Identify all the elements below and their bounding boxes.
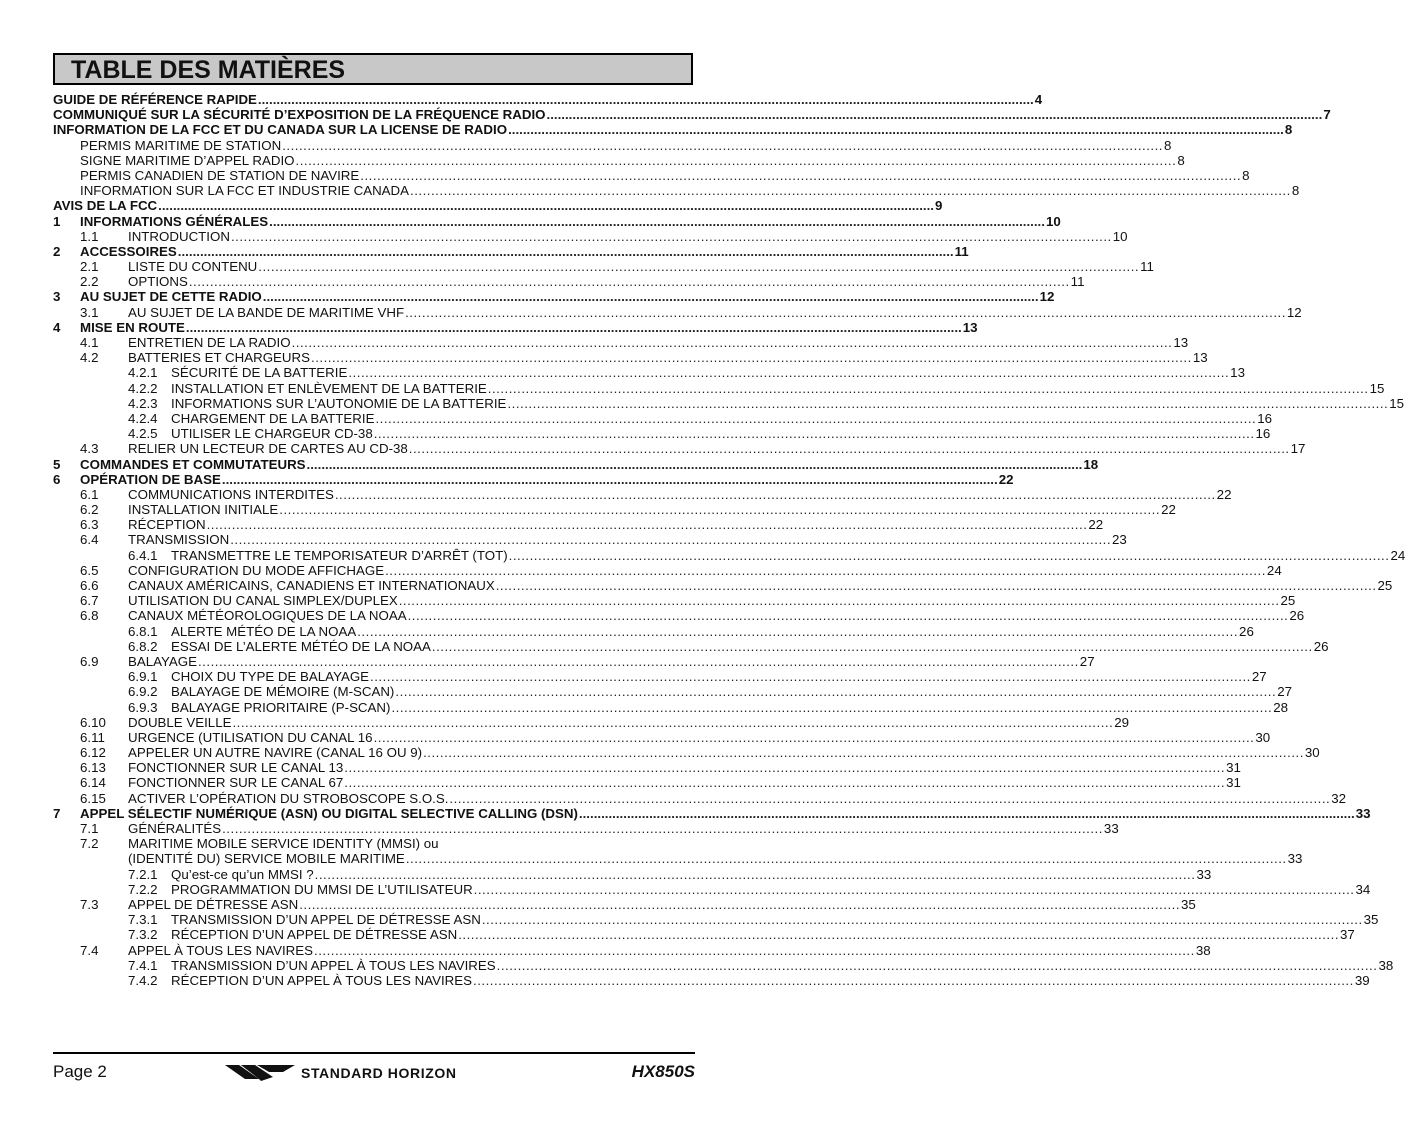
toc-dot-leader: .................................................................................................................................................................................................................. <box>373 729 1255 745</box>
toc-dot-leader: .................................................................................................................................................................................................................. <box>314 866 1196 882</box>
toc-entry[interactable] <box>53 137 1172 153</box>
toc-entry-page: 38 <box>1378 957 1394 973</box>
toc-entry-page: 10 <box>1045 213 1061 229</box>
toc-dot-leader: .................................................................................................................................................................................................................. <box>373 426 1255 442</box>
toc-entry-label: AU SUJET DE CETTE RADIO <box>80 289 262 305</box>
toc-entry[interactable] <box>53 547 1405 563</box>
toc-entry-page: 4 <box>1034 92 1043 107</box>
toc-entry-page: 31 <box>1226 760 1241 776</box>
toc-entry-label: BATTERIES ET CHARGEURS <box>128 350 311 366</box>
brand-logo <box>225 1063 457 1083</box>
toc-entry-number: 6.13 <box>80 760 106 776</box>
toc-entry-label: APPELER UN AUTRE NAVIRE (CANAL 16 OU 9) <box>128 745 423 761</box>
toc-entry-label: UTILISER LE CHARGEUR CD-38 <box>171 426 373 442</box>
toc-entry-number: 6.7 <box>80 593 99 609</box>
toc-dot-leader: .................................................................................................................................................................................................................. <box>578 805 1355 821</box>
toc-dot-leader: .................................................................................................................................................................................................................. <box>507 395 1389 411</box>
toc-entry[interactable] <box>53 152 1185 168</box>
toc-entry-page: 27 <box>1277 684 1292 700</box>
toc-entry-page: 30 <box>1255 729 1271 745</box>
toc-entry-number: 7.4.2 <box>128 972 158 988</box>
toc-entry-label: COMMUNICATIONS INTERDITES <box>128 486 334 502</box>
toc-entry-number: 4.2.4 <box>128 410 158 426</box>
toc-entry[interactable] <box>53 881 1371 897</box>
toc-entry-page: 15 <box>1389 395 1405 411</box>
toc-entry-label: ENTRETIEN DE LA RADIO <box>128 335 291 350</box>
toc-entry-label: COMMANDES ET COMMUTATEURS <box>80 456 306 472</box>
toc-entry[interactable] <box>53 957 1394 973</box>
toc-entry[interactable] <box>53 866 1212 882</box>
toc-dot-leader: .................................................................................................................................................................................................................. <box>230 228 1112 244</box>
toc-entry-page: 29 <box>1114 714 1130 730</box>
toc-entry[interactable] <box>53 805 1371 821</box>
toc-entry[interactable] <box>53 471 1014 487</box>
footer-divider <box>53 1052 695 1054</box>
toc-entry[interactable] <box>53 532 1127 548</box>
toc-entry-label: AU SUJET DE LA BANDE DE MARITIME VHF <box>128 304 405 320</box>
toc-entry[interactable] <box>53 760 1241 776</box>
toc-entry[interactable] <box>53 623 1254 639</box>
toc-entry-number: 6.1 <box>80 486 99 502</box>
toc-entry[interactable] <box>53 107 1331 123</box>
toc-entry-label: RÉCEPTION <box>128 517 206 533</box>
toc-entry-label: INFORMATION DE LA FCC ET DU CANADA SUR LA LICENSE DE RADIO <box>53 122 508 138</box>
toc-entry-label: CHARGEMENT DE LA BATTERIE <box>171 410 375 426</box>
toc-entry-number: 7.4 <box>80 942 99 958</box>
brand-wing-icon <box>225 1063 295 1083</box>
toc-entry-label: PERMIS MARITIME DE STATION <box>80 137 282 153</box>
toc-entry-label: SÉCURITÉ DE LA BATTERIE <box>171 365 348 381</box>
toc-entry-page: 27 <box>1079 653 1095 669</box>
toc-entry-number: 7.3 <box>80 896 99 912</box>
toc-entry-label: INFORMATION SUR LA FCC ET INDUSTRIE CANADA <box>80 183 410 199</box>
toc-entry-label: BALAYAGE PRIORITAIRE (P-SCAN) <box>171 699 391 715</box>
toc-entry-page: 12 <box>1286 304 1302 320</box>
toc-entry-page: 16 <box>1255 426 1271 442</box>
toc-entry[interactable] <box>53 912 1379 928</box>
toc-entry[interactable] <box>53 896 1196 912</box>
toc-entry-number: 6 <box>53 471 61 487</box>
toc-entry-number: 4.2.3 <box>128 395 158 411</box>
toc-entry[interactable] <box>53 927 1355 943</box>
toc-entry-page: 22 <box>998 471 1014 487</box>
toc-entry-number: 6.8.1 <box>128 623 158 639</box>
toc-dot-leader: .................................................................................................................................................................................................................. <box>407 608 1289 624</box>
toc-entry-label: FONCTIONNER SUR LE CANAL 13 <box>128 760 344 776</box>
toc-entry[interactable] <box>53 304 1302 320</box>
toc-entry[interactable] <box>53 319 978 335</box>
toc-entry-label: TRANSMISSION D’UN APPEL DE DÉTRESSE ASN <box>171 912 481 928</box>
toc-dot-leader: .................................................................................................................................................................................................................. <box>385 562 1266 578</box>
toc-entry-page: 10 <box>1112 228 1128 244</box>
toc-entry-page: 33 <box>1355 805 1371 821</box>
toc-entry-number: 6.9.3 <box>128 699 158 715</box>
toc-entry[interactable] <box>53 729 1271 745</box>
toc-entry-label: CONFIGURATION DU MODE AFFICHAGE <box>128 562 385 578</box>
toc-entry[interactable] <box>53 699 1289 715</box>
toc-dot-leader: .................................................................................................................................................................................................................. <box>295 152 1177 168</box>
toc-entry-number: 6.3 <box>80 517 99 533</box>
toc-entry-label: URGENCE (UTILISATION DU CANAL 16 <box>128 729 373 745</box>
toc-entry-label: MISE EN ROUTE <box>80 319 185 335</box>
toc-entry-page: 13 <box>1230 365 1245 381</box>
toc-entry-page: 17 <box>1290 441 1306 457</box>
toc-entry[interactable] <box>53 684 1292 700</box>
toc-entry-number: 1.1 <box>80 228 99 244</box>
toc-dot-leader: .................................................................................................................................................................................................................. <box>360 167 1242 183</box>
toc-entry-page: 33 <box>1196 866 1212 882</box>
toc-entry-page: 9 <box>934 198 943 214</box>
toc-entry-page: 38 <box>1195 942 1211 958</box>
toc-entry-number: 4.3 <box>80 441 99 457</box>
toc-entry[interactable] <box>53 395 1405 411</box>
toc-entry-label: PROGRAMMATION DU MMSI DE L’UTILISATEUR <box>171 881 473 897</box>
toc-dot-leader: .................................................................................................................................................................................................................. <box>405 851 1287 867</box>
toc-entry[interactable] <box>53 228 1128 244</box>
toc-entry[interactable] <box>53 274 1085 290</box>
toc-entry-number: 6.9.2 <box>128 684 158 700</box>
toc-entry-page: 28 <box>1273 699 1289 715</box>
toc-entry-page: 13 <box>1192 350 1208 366</box>
toc-entry-number: 6.5 <box>80 562 99 578</box>
toc-entry-label: OPTIONS <box>128 274 188 290</box>
toc-entry[interactable] <box>53 122 1293 138</box>
toc-entry-label: Qu’est-ce qu’un MMSI ? <box>171 866 314 882</box>
toc-entry-page: 33 <box>1287 851 1303 867</box>
toc-dot-leader: .................................................................................................................................................................................................................. <box>391 699 1273 715</box>
toc-entry-page: 22 <box>1161 502 1176 518</box>
toc-entry[interactable] <box>53 745 1320 761</box>
table-of-contents <box>53 92 1405 988</box>
toc-entry-label: DOUBLE VEILLE <box>128 714 232 730</box>
toc-entry-number: 6.4.1 <box>128 547 158 563</box>
toc-entry-page: 11 <box>954 243 969 259</box>
toc-entry[interactable] <box>53 335 1189 350</box>
toc-entry[interactable] <box>53 426 1271 442</box>
toc-entry-number: 6.8 <box>80 608 99 624</box>
toc-entry-label: TRANSMETTRE LE TEMPORISATEUR D’ARRÊT (TOT) <box>171 547 508 563</box>
toc-entry[interactable] <box>53 410 1273 426</box>
page-title: TABLE DES MATIÈRES <box>71 56 346 84</box>
toc-entry[interactable] <box>53 289 1055 305</box>
toc-entry-number: 4.2.1 <box>128 365 158 381</box>
toc-entry-number: 7 <box>53 805 61 821</box>
toc-entry-number: 1 <box>53 213 61 229</box>
toc-entry-page: 8 <box>1291 183 1300 199</box>
toc-title-box <box>53 53 693 85</box>
toc-entry-number: 6.8.2 <box>128 638 158 654</box>
toc-entry-page: 8 <box>1164 137 1172 153</box>
toc-entry[interactable] <box>53 714 1130 730</box>
toc-entry-label: (IDENTITÉ DU) SERVICE MOBILE MARITIME <box>128 851 405 867</box>
toc-entry-page: 23 <box>1112 532 1127 548</box>
toc-entry-label: INFORMATIONS GÉNÉRALES <box>80 213 269 229</box>
toc-entry[interactable] <box>53 92 1043 107</box>
toc-entry-label: BALAYAGE <box>128 653 197 669</box>
toc-entry-number: 6.2 <box>80 502 99 518</box>
toc-entry-label: INSTALLATION INITIALE <box>128 502 279 518</box>
toc-entry-page: 33 <box>1103 821 1119 836</box>
toc-entry-number: 6.4 <box>80 532 99 548</box>
toc-entry-page: 16 <box>1257 410 1273 426</box>
toc-entry-page: 25 <box>1280 593 1296 609</box>
toc-entry[interactable] <box>53 456 1099 472</box>
toc-dot-leader: .................................................................................................................................................................................................................. <box>262 289 1039 305</box>
toc-entry-number: 6.6 <box>80 578 99 593</box>
toc-dot-leader: .................................................................................................................................................................................................................. <box>375 410 1257 426</box>
toc-entry-number: 2 <box>53 243 61 259</box>
toc-entry[interactable] <box>53 562 1282 578</box>
toc-entry-label: TRANSMISSION <box>128 532 230 548</box>
toc-entry-number: 7.3.2 <box>128 927 158 943</box>
toc-entry-number: 6.12 <box>80 745 106 761</box>
toc-dot-leader: .................................................................................................................................................................................................................. <box>197 653 1079 669</box>
toc-entry[interactable] <box>53 259 1154 275</box>
toc-entry-number: 7.1 <box>80 821 99 836</box>
toc-entry[interactable] <box>53 243 969 259</box>
toc-dot-leader: .................................................................................................................................................................................................................. <box>311 350 1192 366</box>
toc-dot-leader: .................................................................................................................................................................................................................. <box>408 441 1290 457</box>
toc-entry-number: 5 <box>53 456 61 472</box>
toc-entry[interactable] <box>53 790 1347 806</box>
toc-entry[interactable] <box>53 486 1232 502</box>
toc-dot-leader: .................................................................................................................................................................................................................. <box>269 213 1045 229</box>
toc-entry-page: 35 <box>1181 896 1196 912</box>
toc-entry[interactable] <box>53 851 1303 867</box>
toc-entry-number: 4.2.2 <box>128 380 158 396</box>
toc-entry-number: 6.9 <box>80 653 99 669</box>
toc-dot-leader: .................................................................................................................................................................................................................. <box>410 183 1291 199</box>
toc-entry[interactable] <box>53 183 1300 199</box>
toc-dot-leader: .................................................................................................................................................................................................................. <box>423 745 1304 761</box>
toc-entry[interactable] <box>53 517 1104 533</box>
toc-dot-leader: .................................................................................................................................................................................................................. <box>232 714 1114 730</box>
toc-entry-page: 11 <box>1070 274 1085 290</box>
toc-entry-page: 37 <box>1340 927 1355 943</box>
toc-entry-label: INTRODUCTION <box>128 228 230 244</box>
toc-entry-page: 15 <box>1369 380 1385 396</box>
toc-entry-number: 4.1 <box>80 335 99 350</box>
toc-entry[interactable] <box>53 167 1250 183</box>
toc-entry-number: 4.2.5 <box>128 426 158 442</box>
toc-dot-leader: .................................................................................................................................................................................................................. <box>449 790 1331 806</box>
toc-dot-leader: .................................................................................................................................................................................................................. <box>370 669 1251 685</box>
toc-entry-page: 24 <box>1390 547 1405 563</box>
toc-dot-leader: .................................................................................................................................................................................................................. <box>230 532 1112 548</box>
toc-entry[interactable] <box>53 653 1095 669</box>
toc-entry-label: MARITIME MOBILE SERVICE IDENTITY (MMSI) ou <box>128 836 439 852</box>
toc-entry-page: 13 <box>962 319 978 335</box>
toc-entry-page: 18 <box>1083 456 1099 472</box>
toc-entry-label: PERMIS CANADIEN DE STATION DE NAVIRE <box>80 167 360 183</box>
toc-entry[interactable] <box>53 821 1119 836</box>
toc-entry-number: 2.1 <box>80 259 99 275</box>
toc-entry-label: CANAUX MÉTÉOROLOGIQUES DE LA NOAA <box>128 608 407 624</box>
toc-entry-label: GÉNÉRALITÉS <box>128 821 222 836</box>
brand-name: STANDARD HORIZON <box>301 1065 457 1081</box>
toc-entry[interactable] <box>53 213 1061 229</box>
toc-entry-page: 22 <box>1088 517 1104 533</box>
toc-entry[interactable] <box>53 669 1267 685</box>
toc-dot-leader: .................................................................................................................................................................................................................. <box>314 942 1195 958</box>
toc-dot-leader: .................................................................................................................................................................................................................. <box>257 92 1034 107</box>
page-number: Page 2 <box>53 1062 107 1081</box>
toc-dot-leader: .................................................................................................................................................................................................................. <box>344 775 1226 791</box>
toc-entry-label: LISTE DU CONTENU <box>128 259 258 275</box>
toc-entry[interactable] <box>53 365 1245 381</box>
toc-entry-label: INSTALLATION ET ENLÈVEMENT DE LA BATTERIE <box>171 380 487 396</box>
toc-entry-page: 8 <box>1284 122 1293 138</box>
toc-entry-page: 25 <box>1377 578 1393 593</box>
toc-entry-page: 26 <box>1313 638 1329 654</box>
toc-entry-page: 22 <box>1216 486 1232 502</box>
toc-dot-leader: .................................................................................................................................................................................................................. <box>306 456 1083 472</box>
toc-entry-number: 4 <box>53 319 61 335</box>
toc-entry-page: 35 <box>1363 912 1379 928</box>
toc-entry-page: 27 <box>1251 669 1267 685</box>
toc-entry-page: 32 <box>1331 790 1347 806</box>
toc-dot-leader: .................................................................................................................................................................................................................. <box>206 517 1088 533</box>
toc-dot-leader: .................................................................................................................................................................................................................. <box>481 912 1363 928</box>
toc-dot-leader: .................................................................................................................................................................................................................. <box>334 486 1216 502</box>
toc-entry[interactable] <box>53 198 943 214</box>
toc-entry-label: RELIER UN LECTEUR DE CARTES AU CD-38 <box>128 441 408 457</box>
toc-dot-leader: .................................................................................................................................................................................................................. <box>405 304 1286 320</box>
toc-dot-leader: .................................................................................................................................................................................................................. <box>508 122 1284 138</box>
toc-dot-leader: .................................................................................................................................................................................................................. <box>458 927 1340 943</box>
toc-entry[interactable] <box>53 942 1211 958</box>
toc-entry-label: SIGNE MARITIME D’APPEL RADIO <box>80 152 295 168</box>
toc-entry-label: ACCESSOIRES <box>80 243 177 259</box>
toc-entry[interactable] <box>53 593 1296 609</box>
toc-entry-label: GUIDE DE RÉFÉRENCE RAPIDE <box>53 92 257 107</box>
toc-entry-page: 30 <box>1304 745 1320 761</box>
toc-entry-number: 3 <box>53 289 61 305</box>
toc-entry-label: INFORMATIONS SUR L’AUTONOMIE DE LA BATTERIE <box>171 395 507 411</box>
toc-entry[interactable] <box>53 638 1329 654</box>
toc-entry-page: 26 <box>1239 623 1254 639</box>
toc-entry-number: 2.2 <box>80 274 99 290</box>
toc-dot-leader: .................................................................................................................................................................................................................. <box>222 821 1103 836</box>
toc-dot-leader: .................................................................................................................................................................................................................. <box>177 243 954 259</box>
toc-entry-number: 7.2.1 <box>128 866 158 882</box>
toc-entry-number: 6.11 <box>80 729 105 745</box>
toc-dot-leader: .................................................................................................................................................................................................................. <box>185 319 962 335</box>
toc-entry[interactable] <box>53 441 1306 457</box>
toc-dot-leader: .................................................................................................................................................................................................................. <box>495 578 1377 593</box>
toc-dot-leader: .................................................................................................................................................................................................................. <box>508 547 1390 563</box>
toc-entry-label: AVIS DE LA FCC <box>53 198 158 214</box>
toc-dot-leader: .................................................................................................................................................................................................................. <box>279 502 1161 518</box>
toc-dot-leader: .................................................................................................................................................................................................................. <box>395 684 1277 700</box>
toc-entry[interactable] <box>53 836 695 851</box>
toc-entry-page: 13 <box>1173 335 1189 350</box>
toc-dot-leader: .................................................................................................................................................................................................................. <box>188 274 1070 290</box>
toc-entry-label: OPÉRATION DE BASE <box>80 471 221 487</box>
toc-dot-leader: .................................................................................................................................................................................................................. <box>158 198 934 214</box>
toc-entry-page: 8 <box>1177 152 1185 168</box>
toc-entry-number: 4.2 <box>80 350 99 366</box>
toc-entry-page: 34 <box>1355 881 1371 897</box>
toc-dot-leader: .................................................................................................................................................................................................................. <box>282 137 1163 153</box>
toc-entry-number: 6.15 <box>80 790 106 806</box>
toc-entry-number: 7.3.1 <box>128 912 158 928</box>
toc-dot-leader: .................................................................................................................................................................................................................. <box>348 365 1230 381</box>
toc-entry-number: 6.14 <box>80 775 106 791</box>
toc-dot-leader: .................................................................................................................................................................................................................. <box>473 881 1355 897</box>
toc-entry-number: 7.4.1 <box>128 957 158 973</box>
toc-entry-label: RÉCEPTION D’UN APPEL À TOUS LES NAVIRES <box>171 972 472 988</box>
toc-entry-page: 11 <box>1140 259 1154 275</box>
toc-dot-leader: .................................................................................................................................................................................................................. <box>299 896 1181 912</box>
toc-entry-label: ACTIVER L’OPÉRATION DU STROBOSCOPE S.O.S. <box>128 790 449 806</box>
toc-entry-number: 3.1 <box>80 304 99 320</box>
toc-dot-leader: .................................................................................................................................................................................................................. <box>221 471 998 487</box>
toc-entry-label: COMMUNIQUÉ SUR LA SÉCURITÉ D’EXPOSITION DE LA FRÉQUENCE RADIO <box>53 107 546 123</box>
toc-entry-number: 6.9.1 <box>128 669 158 685</box>
toc-entry-label: APPEL À TOUS LES NAVIRES <box>128 942 314 958</box>
toc-entry[interactable] <box>53 972 1370 988</box>
toc-entry[interactable] <box>53 775 1241 791</box>
toc-dot-leader: .................................................................................................................................................................................................................. <box>398 593 1280 609</box>
toc-entry-page: 12 <box>1039 289 1055 305</box>
toc-entry-number: 6.10 <box>80 714 106 730</box>
toc-dot-leader: .................................................................................................................................................................................................................. <box>357 623 1239 639</box>
toc-dot-leader: .................................................................................................................................................................................................................. <box>291 335 1173 350</box>
toc-entry-number: 7.2 <box>80 836 99 852</box>
toc-entry[interactable] <box>53 502 1176 518</box>
toc-dot-leader: .................................................................................................................................................................................................................. <box>344 760 1226 776</box>
toc-entry-label: FONCTIONNER SUR LE CANAL 67 <box>128 775 344 791</box>
toc-entry-label: APPEL SÉLECTIF NUMÉRIQUE (ASN) OU DIGITAL SELECTIVE CALLING (DSN) <box>80 805 578 821</box>
toc-dot-leader: .................................................................................................................................................................................................................. <box>258 259 1140 275</box>
toc-entry-page: 26 <box>1289 608 1305 624</box>
toc-entry-label: RÉCEPTION D’UN APPEL DE DÉTRESSE ASN <box>171 927 458 943</box>
toc-entry-label: BALAYAGE DE MÉMOIRE (M-SCAN) <box>171 684 395 700</box>
model-name: HX850S <box>631 1062 695 1081</box>
toc-entry-page: 24 <box>1266 562 1282 578</box>
toc-dot-leader: .................................................................................................................................................................................................................. <box>473 972 1354 988</box>
toc-entry[interactable] <box>53 578 1393 593</box>
toc-entry-label: TRANSMISSION D’UN APPEL À TOUS LES NAVIRES <box>171 957 496 973</box>
toc-entry-page: 31 <box>1226 775 1241 791</box>
toc-entry-label: ESSAI DE L’ALERTE MÉTÉO DE LA NOAA <box>171 638 431 654</box>
toc-dot-leader: .................................................................................................................................................................................................................. <box>487 380 1369 396</box>
toc-entry[interactable] <box>53 608 1305 624</box>
toc-entry-page: 39 <box>1354 972 1370 988</box>
toc-entry-label: APPEL DE DÉTRESSE ASN <box>128 896 299 912</box>
toc-entry-page: 7 <box>1323 107 1331 123</box>
toc-entry[interactable] <box>53 380 1385 396</box>
toc-entry-label: UTILISATION DU CANAL SIMPLEX/DUPLEX <box>128 593 398 609</box>
toc-entry-label: CHOIX DU TYPE DE BALAYAGE <box>171 669 370 685</box>
toc-entry-number: 7.2.2 <box>128 881 158 897</box>
toc-entry-label: ALERTE MÉTÉO DE LA NOAA <box>171 623 357 639</box>
toc-dot-leader: .................................................................................................................................................................................................................. <box>546 107 1323 123</box>
toc-entry[interactable] <box>53 350 1208 366</box>
toc-dot-leader: .................................................................................................................................................................................................................. <box>431 638 1313 654</box>
toc-entry-page: 8 <box>1242 167 1250 183</box>
toc-entry-label: CANAUX AMÉRICAINS, CANADIENS ET INTERNATIONAUX <box>128 578 495 593</box>
toc-dot-leader: .................................................................................................................................................................................................................. <box>496 957 1378 973</box>
